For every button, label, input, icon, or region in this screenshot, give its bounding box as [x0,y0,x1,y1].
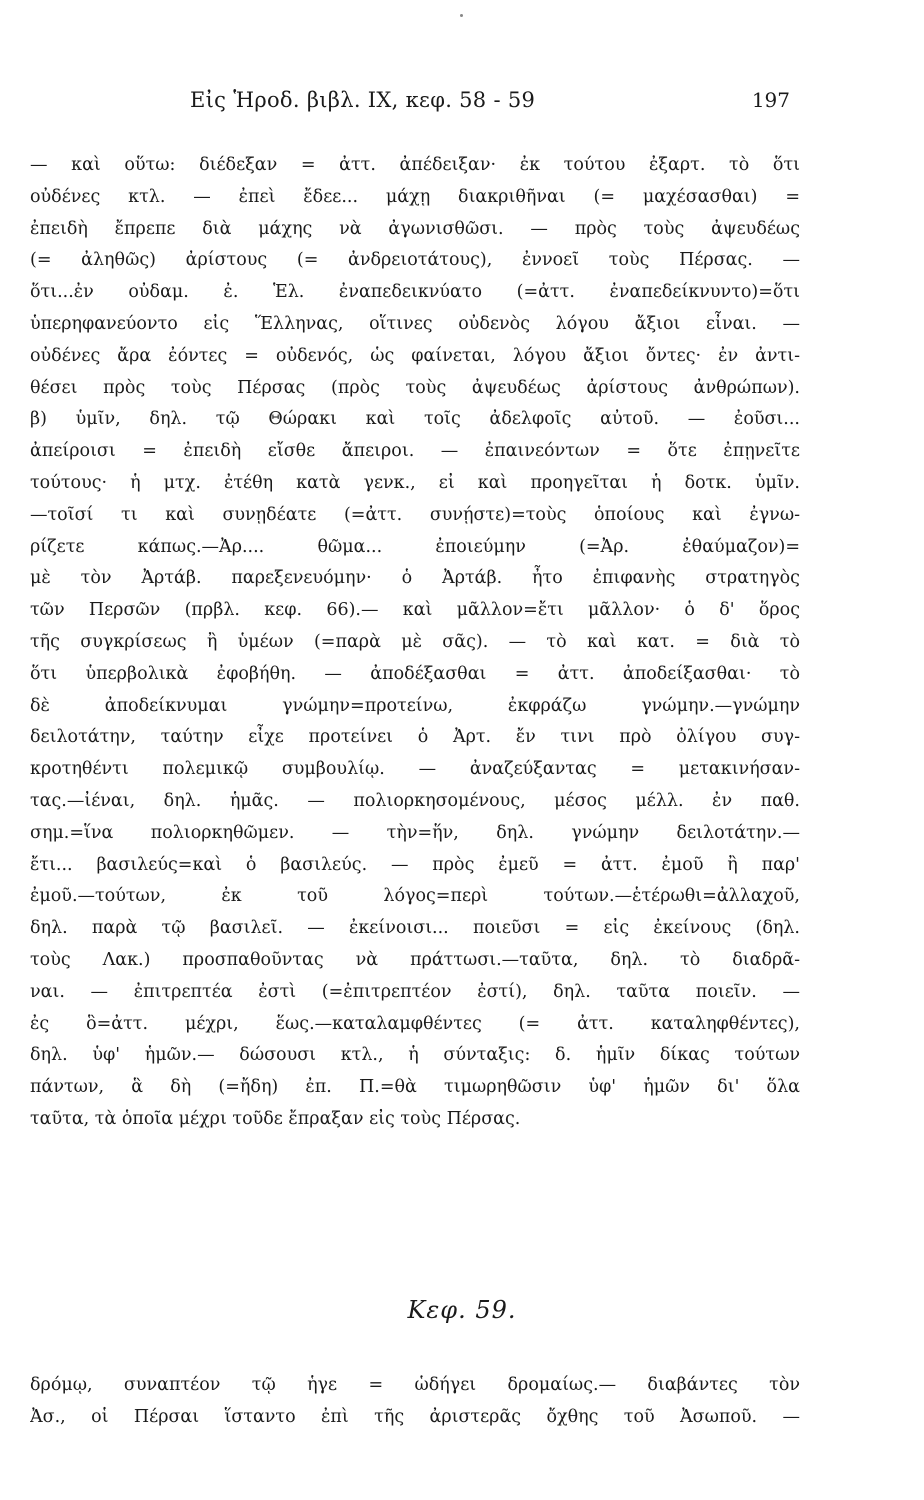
text-line: ἔτι... βασιλεύς=καὶ ὁ βασιλεύς. — πρὸς ἐμεῦ = ἀττ. ἐμοῦ ἢ παρ' [30,854,800,875]
text-line: τας.—ἰέναι, δηλ. ἡμᾶς. — πολιορκησομένους, μέσος μέλλ. ἐν παθ. [30,790,800,811]
text-line: μὲ τὸν Ἀρτάβ. παρεξενευόμην· ὁ Ἀρτάβ. ἦτο ἐπιφανὴς στρατηγὸς [30,568,800,589]
text-line: ἐς ὃ=ἀττ. μέχρι, ἕως.—καταλαμφθέντες (= ἀττ. καταληφθέντες), [30,1013,800,1034]
commentary-text [30,150,800,1136]
text-line: ἐμοῦ.—τούτων, ἐκ τοῦ λόγος=περὶ τούτων.—ἑτέρωθι=ἀλλαχοῦ, [30,886,800,907]
section-heading: Κεφ. 59. [407,1296,517,1324]
text-line: κροτηθέντι πολεμικῷ συμβουλίῳ. — ἀναζεύξαντας = μετακινήσαν- [30,759,800,780]
text-line: δὲ ἀποδείκνυμαι γνώμην=προτείνω, ἐκφράζω γνώμην.—γνώμην [30,695,800,716]
text-line: (= ἀληθῶς) ἀρίστους (= ἀνδρειοτάτους), ἐννοεῖ τοὺς Πέρσας. — [30,250,800,271]
text-line: ὑπερηφανεύοντο εἰς Ἕλληνας, οἵτινες οὐδενὸς λόγου ἄξιοι εἶναι. — [30,313,800,334]
text-line: τοὺς Λακ.) προσπαθοῦντας νὰ πράττωσι.—ταῦτα, δηλ. τὸ διαδρᾶ- [30,949,800,970]
section-text [30,1370,800,1434]
text-line: οὐδένες κτλ. — ἐπεὶ ἔδεε... μάχῃ διακριθῆναι (= μαχέσασθαι) = [30,186,800,207]
text-line: τῶν Περσῶν (πρβλ. κεφ. 66).— καὶ μᾶλλον=ἔτι μᾶλλον· ὁ δ' ὅρος [30,600,800,621]
page-header [190,88,790,124]
text-line: Ἀσ., οἱ Πέρσαι ἵσταντο ἐπὶ τῆς ἀριστερᾶς ὄχθης τοῦ Ἀσωποῦ. — [30,1406,800,1427]
text-line: θέσει πρὸς τοὺς Πέρσας (πρὸς τοὺς ἀψευδέως ἀρίστους ἀνθρώπων). [30,377,800,398]
running-title: Εἰς Ἡροδ. βιβλ. IX, κεφ. 58 - 59 [190,88,536,112]
ink-speck [460,14,463,17]
text-line: —τοῖσί τι καὶ συνῃδέατε (=ἀττ. συνῄστε)=τοὺς ὁποίους καὶ ἐγνω- [30,504,800,525]
page-number: 197 [751,88,790,112]
text-line: — καὶ οὕτω: διέδεξαν = ἀττ. ἀπέδειξαν· ἐκ τούτου ἐξαρτ. τὸ ὅτι [30,155,800,175]
text-line: οὐδένες ἄρα ἐόντες = οὐδενός, ὡς φαίνεται, λόγου ἄξιοι ὄντες· ἐν ἀντι- [30,345,800,366]
text-line: ἀπείροισι = ἐπειδὴ εἴσθε ἄπειροι. — ἐπαινεόντων = ὅτε ἐπῃνεῖτε [30,441,800,462]
text-line: ὅτι ὑπερβολικὰ ἐφοβήθη. — ἀποδέξασθαι = ἀττ. ἀποδείξασθαι· τὸ [30,663,800,684]
text-line: πάντων, ἃ δὴ (=ἤδη) ἐπ. Π.=θὰ τιμωρηθῶσιν ὑφ' ἡμῶν δι' ὅλα [30,1077,800,1098]
text-line: β) ὑμῖν, δηλ. τῷ Θώρακι καὶ τοῖς ἀδελφοῖς αὐτοῦ. — ἐοῦσι... [30,409,800,430]
text-line: δηλ. ὑφ' ἡμῶν.— δώσουσι κτλ., ἡ σύνταξις: δ. ἡμῖν δίκας τούτων [30,1045,800,1066]
text-line: ἐπειδὴ ἔπρεπε διὰ μάχης νὰ ἀγωνισθῶσι. — πρὸς τοὺς ἀψευδέως [30,218,800,239]
text-line: δειλοτάτην, ταύτην εἶχε προτείνει ὁ Ἀρτ. ἔν τινι πρὸ ὀλίγου συγ- [30,727,800,748]
text-line: ὅτι...ἐν οὐδαμ. ἐ. Ἑλ. ἐναπεδεικνύατο (=ἀττ. ἐναπεδείκνυντο)=ὅτι [30,282,800,303]
text-line: ναι. — ἐπιτρεπτέα ἐστὶ (=ἐπιτρεπτέον ἐστί), δηλ. ταῦτα ποιεῖν. — [30,981,800,1002]
text-line: σημ.=ἵνα πολιορκηθῶμεν. — τὴν=ἥν, δηλ. γνώμην δειλοτάτην.— [30,822,800,843]
text-line: δηλ. παρὰ τῷ βασιλεῖ. — ἐκείνοισι... ποιεῦσι = εἰς ἐκείνους (δηλ. [30,918,800,939]
text-line: τῆς συγκρίσεως ἢ ὑμέων (=παρὰ μὲ σᾶς). — τὸ καὶ κατ. = διὰ τὸ [30,631,800,652]
text-line: ταῦτα, τὰ ὁποῖα μέχρι τοῦδε ἔπραξαν εἰς τοὺς Πέρσας. [30,1108,521,1129]
text-line: ρίζετε κάπως.—Ἀρ.... θῶμα... ἐποιεύμην (=Ἀρ. ἐθαύμαζον)= [30,536,800,557]
text-line: δρόμῳ, συναπτέον τῷ ἡγε = ὡδήγει δρομαίως.— διαβάντες τὸν [30,1375,800,1395]
text-line: τούτους· ἡ μτχ. ἐτέθη κατὰ γενκ., εἰ καὶ προηγεῖται ἡ δοτκ. ὑμῖν. [30,472,800,493]
